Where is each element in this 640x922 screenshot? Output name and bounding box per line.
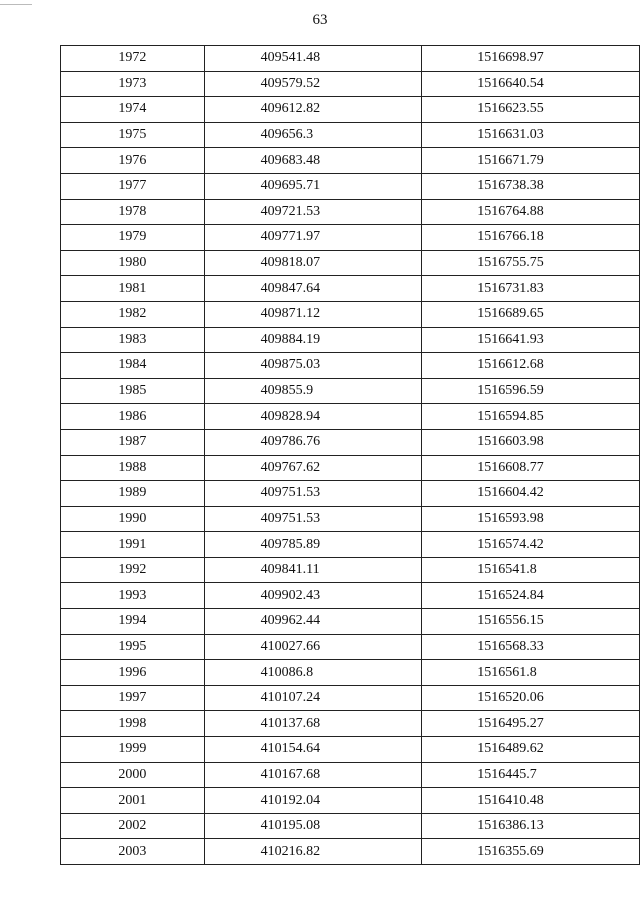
table-row (61, 429, 640, 455)
table-row (61, 839, 640, 865)
year-cell: 2003 (61, 839, 205, 865)
x-coordinate-cell: 409751.53 (204, 506, 422, 532)
year-cell: 1986 (61, 404, 205, 430)
year-cell: 1996 (61, 660, 205, 686)
year-cell: 1974 (61, 97, 205, 123)
y-coordinate-cell: 1516524.84 (422, 583, 640, 609)
year-cell: 1983 (61, 327, 205, 353)
y-coordinate-cell: 1516561.8 (422, 660, 640, 686)
table-row (61, 737, 640, 763)
table-row (61, 609, 640, 635)
x-coordinate-cell: 409962.44 (204, 609, 422, 635)
y-coordinate-cell: 1516596.59 (422, 378, 640, 404)
year-cell: 1982 (61, 301, 205, 327)
x-coordinate-cell: 409818.07 (204, 250, 422, 276)
table-row (61, 506, 640, 532)
table-row (61, 71, 640, 97)
y-coordinate-cell: 1516604.42 (422, 481, 640, 507)
table-row (61, 532, 640, 558)
table-row (61, 685, 640, 711)
table-row (61, 481, 640, 507)
year-cell: 1976 (61, 148, 205, 174)
x-coordinate-cell: 409656.3 (204, 122, 422, 148)
x-coordinate-cell: 409841.11 (204, 557, 422, 583)
x-coordinate-cell: 409767.62 (204, 455, 422, 481)
y-coordinate-cell: 1516631.03 (422, 122, 640, 148)
table-row (61, 122, 640, 148)
year-cell: 1997 (61, 685, 205, 711)
x-coordinate-cell: 410027.66 (204, 634, 422, 660)
year-cell: 1987 (61, 429, 205, 455)
y-coordinate-cell: 1516355.69 (422, 839, 640, 865)
y-coordinate-cell: 1516612.68 (422, 353, 640, 379)
y-coordinate-cell: 1516640.54 (422, 71, 640, 97)
x-coordinate-cell: 409828.94 (204, 404, 422, 430)
x-coordinate-cell: 409902.43 (204, 583, 422, 609)
year-cell: 1991 (61, 532, 205, 558)
y-coordinate-cell: 1516593.98 (422, 506, 640, 532)
y-coordinate-cell: 1516520.06 (422, 685, 640, 711)
table-row (61, 276, 640, 302)
y-coordinate-cell: 1516608.77 (422, 455, 640, 481)
year-cell: 2002 (61, 813, 205, 839)
y-coordinate-cell: 1516594.85 (422, 404, 640, 430)
table-row (61, 762, 640, 788)
year-cell: 1980 (61, 250, 205, 276)
year-cell: 2000 (61, 762, 205, 788)
y-coordinate-cell: 1516495.27 (422, 711, 640, 737)
year-cell: 1988 (61, 455, 205, 481)
table-row (61, 173, 640, 199)
y-coordinate-cell: 1516731.83 (422, 276, 640, 302)
table-row (61, 225, 640, 251)
x-coordinate-cell: 410167.68 (204, 762, 422, 788)
table-row (61, 404, 640, 430)
y-coordinate-cell: 1516603.98 (422, 429, 640, 455)
x-coordinate-cell: 409855.9 (204, 378, 422, 404)
year-cell: 1977 (61, 173, 205, 199)
x-coordinate-cell: 409871.12 (204, 301, 422, 327)
year-cell: 1978 (61, 199, 205, 225)
table-row (61, 711, 640, 737)
x-coordinate-cell: 409785.89 (204, 532, 422, 558)
x-coordinate-cell: 410154.64 (204, 737, 422, 763)
coordinates-table (60, 45, 640, 865)
x-coordinate-cell: 410107.24 (204, 685, 422, 711)
x-coordinate-cell: 410137.68 (204, 711, 422, 737)
table-row (61, 148, 640, 174)
x-coordinate-cell: 409612.82 (204, 97, 422, 123)
table-row (61, 557, 640, 583)
table-row (61, 353, 640, 379)
year-cell: 1972 (61, 46, 205, 72)
table-row (61, 660, 640, 686)
x-coordinate-cell: 409721.53 (204, 199, 422, 225)
y-coordinate-cell: 1516689.65 (422, 301, 640, 327)
table-row (61, 455, 640, 481)
year-cell: 1975 (61, 122, 205, 148)
year-cell: 1985 (61, 378, 205, 404)
year-cell: 1990 (61, 506, 205, 532)
year-cell: 1981 (61, 276, 205, 302)
year-cell: 1973 (61, 71, 205, 97)
x-coordinate-cell: 409875.03 (204, 353, 422, 379)
year-cell: 1993 (61, 583, 205, 609)
x-coordinate-cell: 409683.48 (204, 148, 422, 174)
x-coordinate-cell: 409771.97 (204, 225, 422, 251)
year-cell: 1992 (61, 557, 205, 583)
page-number: 63 (312, 12, 328, 28)
table-row (61, 813, 640, 839)
y-coordinate-cell: 1516410.48 (422, 788, 640, 814)
table-row (61, 46, 640, 72)
table-body (61, 46, 640, 865)
year-cell: 1979 (61, 225, 205, 251)
x-coordinate-cell: 409541.48 (204, 46, 422, 72)
x-coordinate-cell: 410086.8 (204, 660, 422, 686)
y-coordinate-cell: 1516738.38 (422, 173, 640, 199)
year-cell: 1995 (61, 634, 205, 660)
scan-edge-mark (0, 0, 32, 5)
table-row (61, 199, 640, 225)
table-row (61, 97, 640, 123)
x-coordinate-cell: 410195.08 (204, 813, 422, 839)
x-coordinate-cell: 409884.19 (204, 327, 422, 353)
table-row (61, 378, 640, 404)
table-row (61, 788, 640, 814)
year-cell: 1998 (61, 711, 205, 737)
x-coordinate-cell: 409579.52 (204, 71, 422, 97)
y-coordinate-cell: 1516568.33 (422, 634, 640, 660)
x-coordinate-cell: 410192.04 (204, 788, 422, 814)
year-cell: 1994 (61, 609, 205, 635)
y-coordinate-cell: 1516541.8 (422, 557, 640, 583)
x-coordinate-cell: 409695.71 (204, 173, 422, 199)
y-coordinate-cell: 1516766.18 (422, 225, 640, 251)
table-row (61, 583, 640, 609)
y-coordinate-cell: 1516445.7 (422, 762, 640, 788)
y-coordinate-cell: 1516671.79 (422, 148, 640, 174)
table-row (61, 250, 640, 276)
x-coordinate-cell: 409847.64 (204, 276, 422, 302)
x-coordinate-cell: 409751.53 (204, 481, 422, 507)
year-cell: 1999 (61, 737, 205, 763)
y-coordinate-cell: 1516698.97 (422, 46, 640, 72)
table-row (61, 634, 640, 660)
table-row (61, 327, 640, 353)
year-cell: 1984 (61, 353, 205, 379)
y-coordinate-cell: 1516556.15 (422, 609, 640, 635)
y-coordinate-cell: 1516623.55 (422, 97, 640, 123)
x-coordinate-cell: 410216.82 (204, 839, 422, 865)
year-cell: 1989 (61, 481, 205, 507)
y-coordinate-cell: 1516764.88 (422, 199, 640, 225)
y-coordinate-cell: 1516641.93 (422, 327, 640, 353)
y-coordinate-cell: 1516386.13 (422, 813, 640, 839)
year-cell: 2001 (61, 788, 205, 814)
y-coordinate-cell: 1516574.42 (422, 532, 640, 558)
table-row (61, 301, 640, 327)
y-coordinate-cell: 1516489.62 (422, 737, 640, 763)
y-coordinate-cell: 1516755.75 (422, 250, 640, 276)
x-coordinate-cell: 409786.76 (204, 429, 422, 455)
